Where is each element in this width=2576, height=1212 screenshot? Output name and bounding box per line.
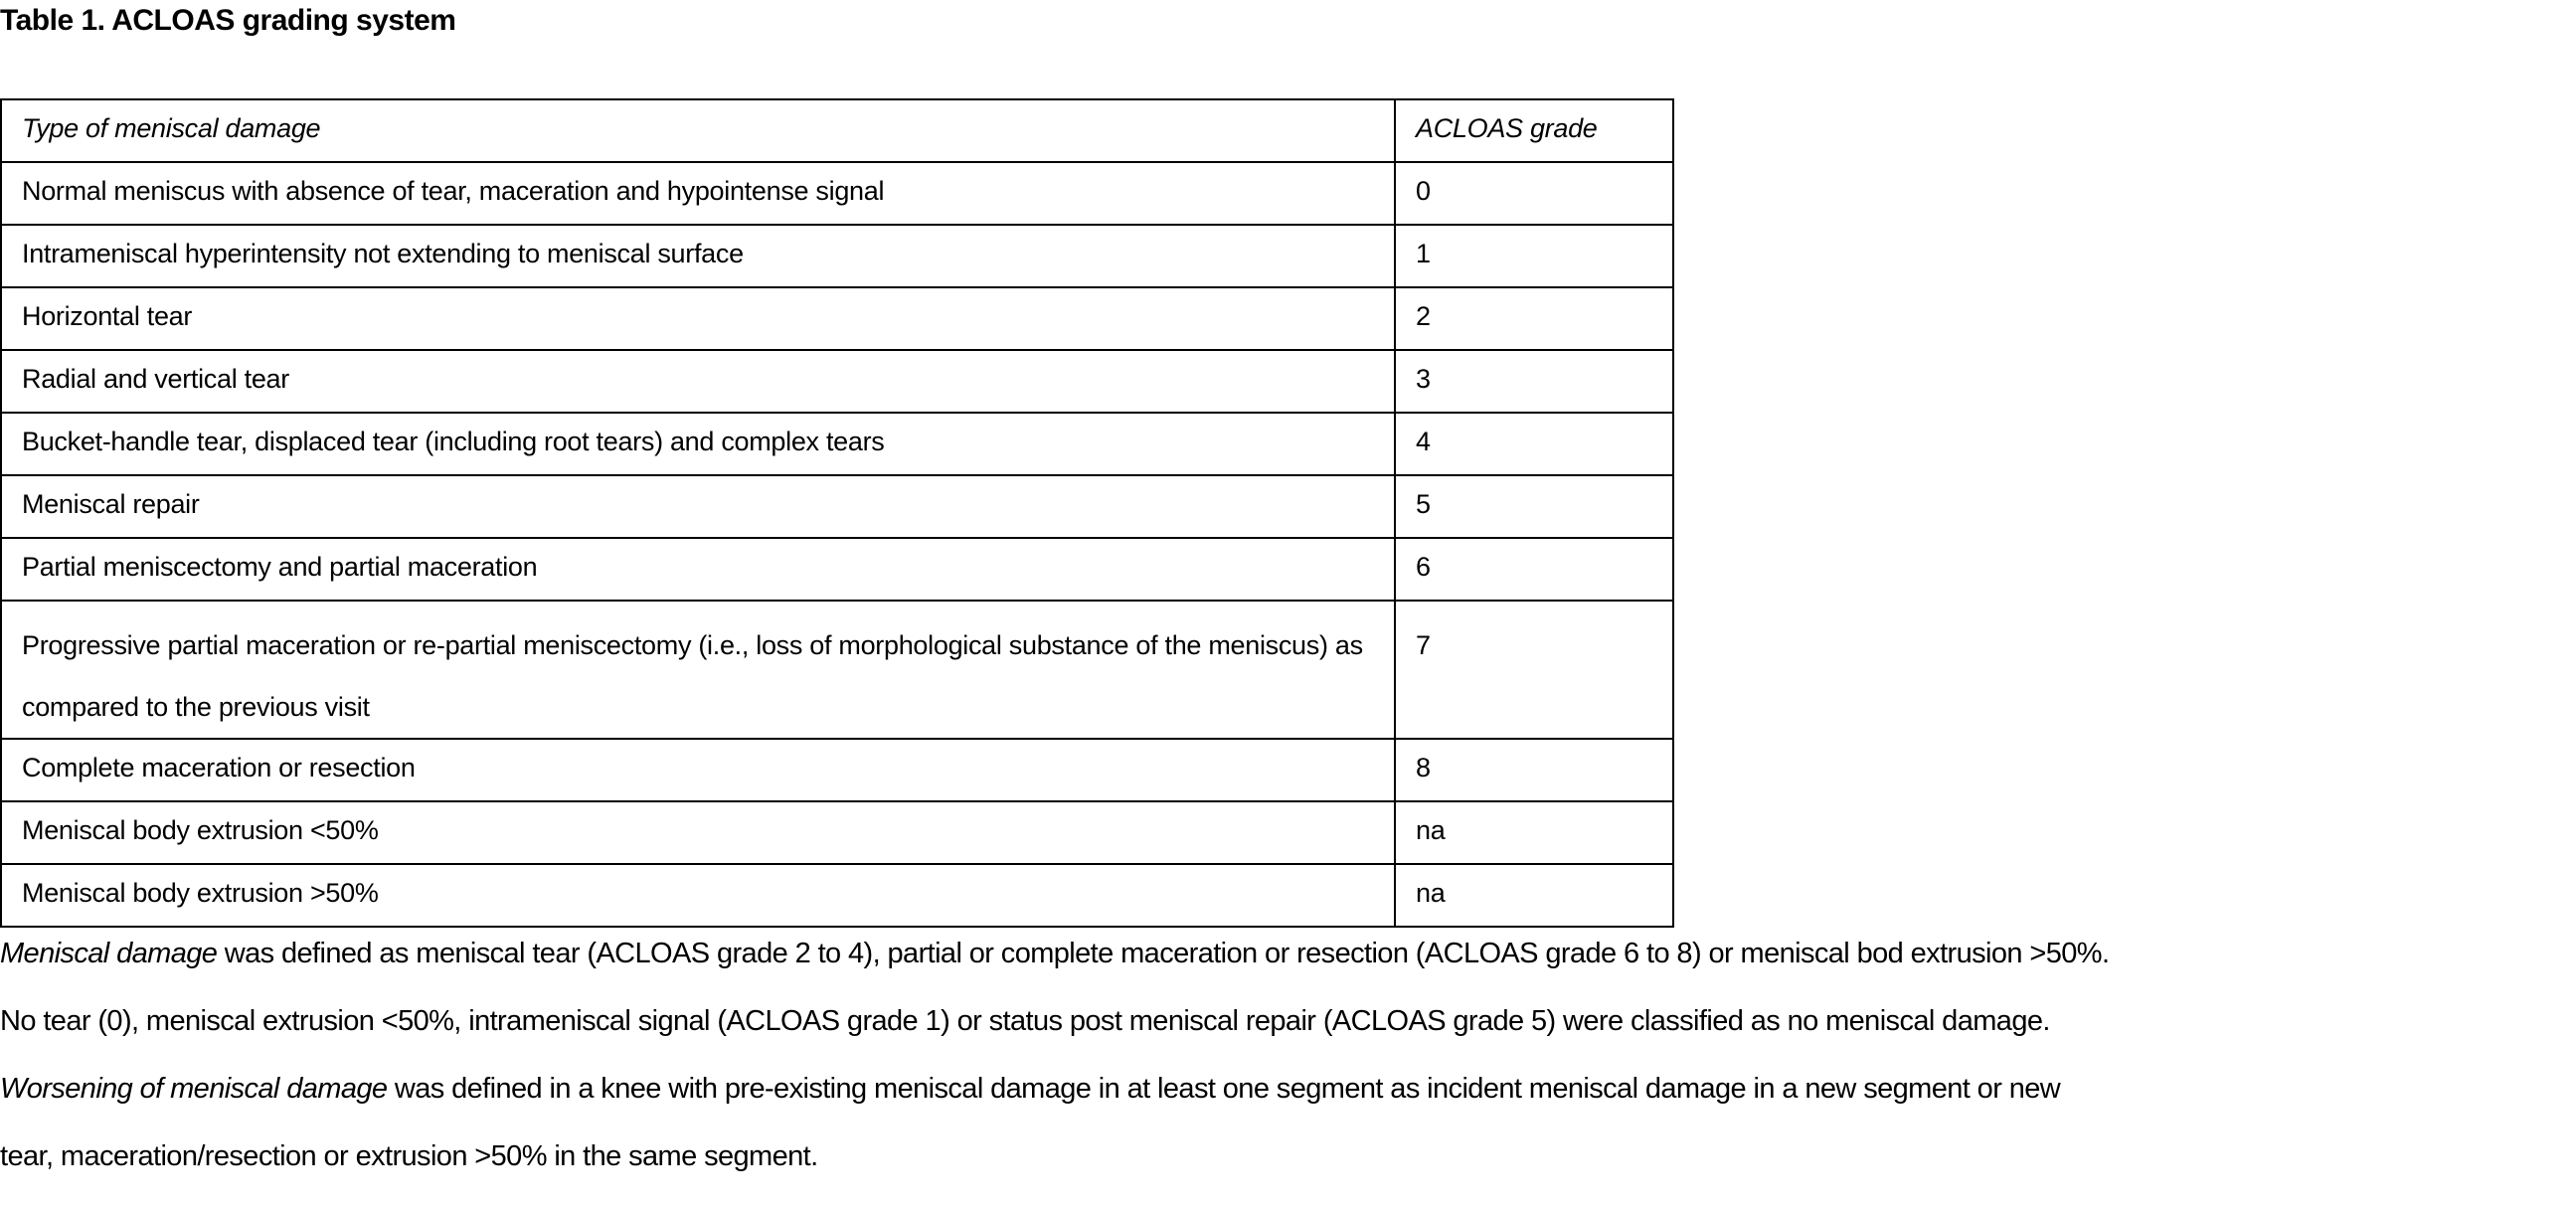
damage-type-cell: Radial and vertical tear bbox=[1, 350, 1395, 413]
table-title: Table 1. ACLOAS grading system bbox=[0, 4, 456, 37]
grade-cell: 5 bbox=[1395, 475, 1673, 538]
damage-type-cell: Meniscal body extrusion <50% bbox=[1, 801, 1395, 864]
table-row bbox=[1, 801, 1673, 864]
grade-cell: 4 bbox=[1395, 413, 1673, 475]
acloas-grading-table bbox=[0, 98, 1674, 928]
grade-cell: 2 bbox=[1395, 287, 1673, 350]
damage-type-cell: Complete maceration or resection bbox=[1, 739, 1395, 801]
grade-cell: na bbox=[1395, 801, 1673, 864]
table-row bbox=[1, 864, 1673, 927]
grade-cell: 8 bbox=[1395, 739, 1673, 801]
table-footnotes bbox=[0, 920, 2576, 1190]
table-row bbox=[1, 413, 1673, 475]
damage-type-cell: Progressive partial maceration or re-partial meniscectomy (i.e., loss of morphological substance of the meniscus) as compared to the previous visit bbox=[1, 601, 1395, 739]
term-worsening: Worsening of meniscal damage bbox=[0, 1073, 388, 1105]
table-row bbox=[1, 601, 1673, 739]
footnote-meniscal-damage bbox=[0, 920, 2576, 987]
footnote-worsening bbox=[0, 1055, 2576, 1123]
grade-cell: 6 bbox=[1395, 538, 1673, 601]
damage-type-cell: Meniscal body extrusion >50% bbox=[1, 864, 1395, 927]
footnote-no-damage: No tear (0), meniscal extrusion <50%, intrameniscal signal (ACLOAS grade 1) or status post meniscal repair (ACLOAS grade 5) were classified as no meniscal damage. bbox=[0, 1005, 2050, 1037]
table-header-row bbox=[1, 99, 1673, 162]
table-row bbox=[1, 739, 1673, 801]
table-row bbox=[1, 538, 1673, 601]
header-type: Type of meniscal damage bbox=[1, 99, 1395, 162]
table-row bbox=[1, 225, 1673, 287]
table-row bbox=[1, 350, 1673, 413]
grade-cell: 0 bbox=[1395, 162, 1673, 225]
damage-type-cell: Normal meniscus with absence of tear, maceration and hypointense signal bbox=[1, 162, 1395, 225]
damage-type-cell: Intrameniscal hyperintensity not extending to meniscal surface bbox=[1, 225, 1395, 287]
table-row bbox=[1, 287, 1673, 350]
header-grade: ACLOAS grade bbox=[1395, 99, 1673, 162]
grade-cell: na bbox=[1395, 864, 1673, 927]
definition-text: was defined as meniscal tear (ACLOAS grade 2 to 4), partial or complete maceration or resection (ACLOAS grade 6 to 8) or meniscal bod extrusion >50%. bbox=[217, 938, 2110, 969]
damage-type-cell: Partial meniscectomy and partial maceration bbox=[1, 538, 1395, 601]
footnote-worsening-cont: tear, maceration/resection or extrusion >50% in the same segment. bbox=[0, 1140, 818, 1172]
grade-cell: 7 bbox=[1395, 601, 1673, 739]
term-meniscal-damage: Meniscal damage bbox=[0, 938, 218, 969]
table-row bbox=[1, 475, 1673, 538]
definition-text: was defined in a knee with pre-existing meniscal damage in at least one segment as incident meniscal damage in a new segment or new bbox=[387, 1073, 2061, 1105]
damage-type-cell: Horizontal tear bbox=[1, 287, 1395, 350]
damage-type-cell: Bucket-handle tear, displaced tear (including root tears) and complex tears bbox=[1, 413, 1395, 475]
grade-cell: 3 bbox=[1395, 350, 1673, 413]
grade-cell: 1 bbox=[1395, 225, 1673, 287]
table-row bbox=[1, 162, 1673, 225]
damage-type-cell: Meniscal repair bbox=[1, 475, 1395, 538]
